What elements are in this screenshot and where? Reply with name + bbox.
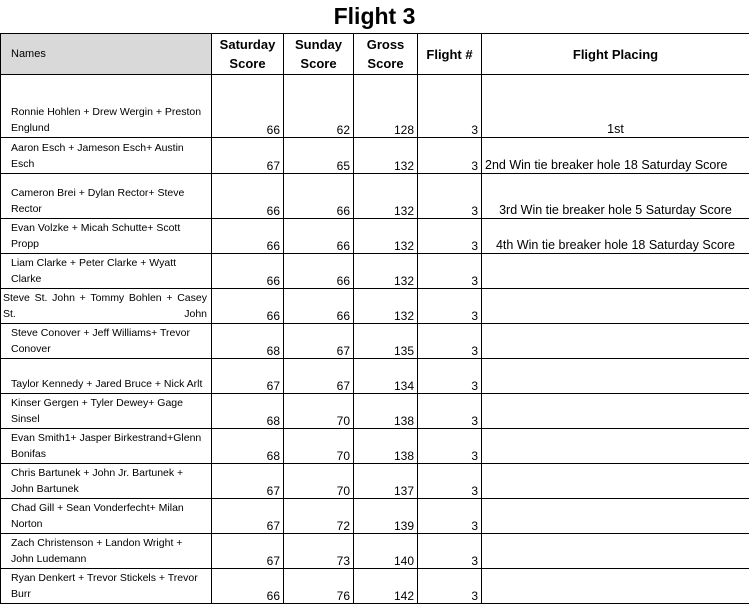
sunday-score: 66 (284, 219, 354, 254)
gross-score: 142 (354, 569, 418, 604)
saturday-score: 67 (212, 138, 284, 174)
sunday-score: 66 (284, 289, 354, 324)
team-names: Cameron Brei + Dylan Rector+ Steve Rector (1, 174, 212, 219)
header-names: Names (1, 34, 212, 75)
gross-score: 134 (354, 359, 418, 394)
sunday-score: 70 (284, 464, 354, 499)
gross-score: 132 (354, 254, 418, 289)
team-names: Ronnie Hohlen + Drew Wergin + Preston Englund (1, 75, 212, 138)
table-row (1, 534, 749, 569)
flight-number: 3 (418, 254, 482, 289)
flight-placing (482, 254, 749, 289)
table-row (1, 289, 749, 324)
team-names: Chad Gill + Sean Vonderfecht+ Milan Norton (1, 499, 212, 534)
table-row (1, 324, 749, 359)
sunday-score: 72 (284, 499, 354, 534)
flight-placing (482, 569, 749, 604)
gross-score: 132 (354, 174, 418, 219)
sunday-score: 62 (284, 75, 354, 138)
sunday-score: 67 (284, 324, 354, 359)
flight-placing (482, 499, 749, 534)
saturday-score: 68 (212, 394, 284, 429)
table-row (1, 254, 749, 289)
team-names: Taylor Kennedy + Jared Bruce + Nick Arlt (1, 359, 212, 394)
gross-score: 132 (354, 289, 418, 324)
header-saturday-score: Saturday Score (212, 34, 284, 75)
flight-placing (482, 359, 749, 394)
gross-score: 138 (354, 394, 418, 429)
saturday-score: 66 (212, 569, 284, 604)
table-row (1, 499, 749, 534)
flight-placing: 3rd Win tie breaker hole 5 Saturday Score (482, 174, 749, 219)
gross-score: 135 (354, 324, 418, 359)
gross-score: 137 (354, 464, 418, 499)
flight-number: 3 (418, 75, 482, 138)
table-row (1, 429, 749, 464)
flight-number: 3 (418, 499, 482, 534)
sunday-score: 70 (284, 429, 354, 464)
table-row (1, 569, 749, 604)
header-flight-placing: Flight Placing (482, 34, 749, 75)
gross-score: 139 (354, 499, 418, 534)
table-row (1, 394, 749, 429)
team-names: Evan Volzke + Micah Schutte+ Scott Propp (1, 219, 212, 254)
header-gross-score: Gross Score (354, 34, 418, 75)
header-sunday-score: Sunday Score (284, 34, 354, 75)
flight-placing (482, 394, 749, 429)
saturday-score: 67 (212, 464, 284, 499)
flight-number: 3 (418, 464, 482, 499)
team-names: Chris Bartunek + John Jr. Bartunek + John Bartunek (1, 464, 212, 499)
table-row (1, 359, 749, 394)
flight-placing: 4th Win tie breaker hole 18 Saturday Score (482, 219, 749, 254)
flight-number: 3 (418, 174, 482, 219)
saturday-score: 66 (212, 174, 284, 219)
sunday-score: 66 (284, 174, 354, 219)
gross-score: 138 (354, 429, 418, 464)
flight-placing (482, 534, 749, 569)
saturday-score: 67 (212, 534, 284, 569)
flight-placing (482, 464, 749, 499)
team-names: Zach Christenson + Landon Wright + John Ludemann (1, 534, 212, 569)
table-row (1, 75, 749, 138)
saturday-score: 66 (212, 75, 284, 138)
header-row (1, 34, 749, 75)
flight-number: 3 (418, 394, 482, 429)
flight-number: 3 (418, 534, 482, 569)
saturday-score: 67 (212, 359, 284, 394)
saturday-score: 67 (212, 499, 284, 534)
table-row (1, 464, 749, 499)
team-names: Evan Smith1+ Jasper Birkestrand+Glenn Bonifas (1, 429, 212, 464)
team-names: Ryan Denkert + Trevor Stickels + Trevor Burr (1, 569, 212, 604)
saturday-score: 68 (212, 429, 284, 464)
sunday-score: 67 (284, 359, 354, 394)
team-names: Liam Clarke + Peter Clarke + Wyatt Clarke (1, 254, 212, 289)
sunday-score: 65 (284, 138, 354, 174)
gross-score: 128 (354, 75, 418, 138)
team-names: Steve St. John + Tommy Bohlen + Casey St. John (1, 289, 212, 324)
flight-placing (482, 324, 749, 359)
flight-number: 3 (418, 324, 482, 359)
flight-number: 3 (418, 429, 482, 464)
flight-number: 3 (418, 569, 482, 604)
sheet-title: Flight 3 (0, 0, 749, 33)
team-names: Aaron Esch + Jameson Esch+ Austin Esch (1, 138, 212, 174)
sunday-score: 66 (284, 254, 354, 289)
gross-score: 132 (354, 138, 418, 174)
team-names: Kinser Gergen + Tyler Dewey+ Gage Sinsel (1, 394, 212, 429)
saturday-score: 68 (212, 324, 284, 359)
table-row (1, 219, 749, 254)
flight-placing (482, 289, 749, 324)
flight-placing (482, 429, 749, 464)
sunday-score: 70 (284, 394, 354, 429)
flight-number: 3 (418, 359, 482, 394)
sunday-score: 73 (284, 534, 354, 569)
flight-number: 3 (418, 219, 482, 254)
header-flight-number: Flight # (418, 34, 482, 75)
sunday-score: 76 (284, 569, 354, 604)
saturday-score: 66 (212, 254, 284, 289)
saturday-score: 66 (212, 219, 284, 254)
flight-number: 3 (418, 138, 482, 174)
flight-number: 3 (418, 289, 482, 324)
flight-placing: 2nd Win tie breaker hole 18 Saturday Score (482, 138, 749, 174)
table-row (1, 174, 749, 219)
results-table (0, 33, 749, 604)
saturday-score: 66 (212, 289, 284, 324)
table-row (1, 138, 749, 174)
team-names: Steve Conover + Jeff Williams+ Trevor Conover (1, 324, 212, 359)
flight-placing: 1st (482, 75, 749, 138)
gross-score: 132 (354, 219, 418, 254)
gross-score: 140 (354, 534, 418, 569)
